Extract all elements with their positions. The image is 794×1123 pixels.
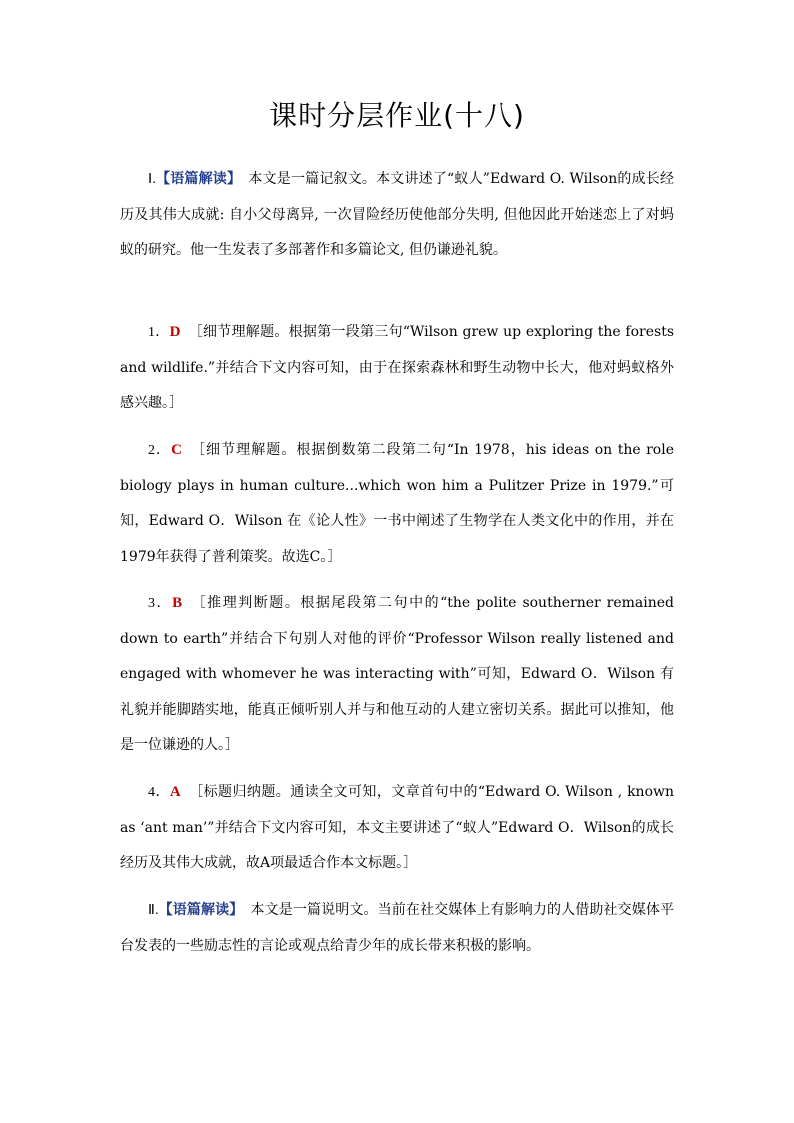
question-number: 1． xyxy=(148,325,170,340)
question-number: 2． xyxy=(148,443,172,458)
answer-explanation: ［推理判断题。根据尾段第二句中的“the polite southerner remained down to earth”并结合下句别人对他的评价“Professor Wilson really listened and engaged with whomever he was interacting with”可知，Edward O．Wilson 有礼貌并能脚踏实地，能真正倾听别人并与和他互动的人建立密切关系。据此可以推知，他是一位谦逊的人。］ xyxy=(120,595,675,753)
reading-summary-tag: 【语篇解读】 xyxy=(155,171,235,187)
answer-letter: C xyxy=(171,442,182,458)
answer-explanation: ［细节理解题。根据第一段第三句“Wilson grew up exploring the forests and wildlife.”并结合下文内容可知，由于在探索森林和野生动物中长大，他对蚂蚁格外感兴趣。］ xyxy=(120,324,675,411)
question-number: 3． xyxy=(148,596,173,611)
answer-letter: D xyxy=(169,324,181,340)
answer-letter: A xyxy=(169,784,181,800)
reading-summary-two xyxy=(120,893,674,964)
reading-summary-text: 本文是一篇记叙文。本文讲述了“蚁人”Edward O. Wilson的成长经历及其伟大成就: 自小父母离异, 一次冒险经历使他部分失明, 但他因此开始迷恋上了对蚂蚁的研究。他一生发表了多部著作和多篇论文, 但仍谦逊礼貌。 xyxy=(120,171,674,258)
reading-summary-text: 本文是一篇说明文。当前在社交媒体上有影响力的人借助社交媒体平台发表的一些励志性的言论或观点给青少年的成长带来积极的影响。 xyxy=(120,902,675,954)
answer-item-3 xyxy=(120,586,674,764)
answer-item-1 xyxy=(120,315,674,422)
answer-item-2 xyxy=(120,433,674,575)
page-title: 课时分层作业(十八) xyxy=(269,99,525,132)
answer-explanation: ［细节理解题。根据倒数第二段第二句“In 1978，his ideas on the role biology plays in human culture...which won him a Pulitzer Prize in 1979.”可知，Edward O．Wilson 在《论人性》一书中阐述了生物学在人类文化中的作用，并在1979年获得了普利策奖。故选C。］ xyxy=(120,442,675,565)
answer-letter: B xyxy=(172,595,183,611)
answer-explanation: ［标题归纳题。通读全文可知，文章首句中的“Edward O. Wilson , known as ‘ant man’”并结合下文内容可知，本文主要讲述了“蚁人”Edward O．Wilson的成长经历及其伟大成就，故A项最适合作本文标题。］ xyxy=(120,784,674,871)
answer-item-4 xyxy=(120,775,674,882)
reading-summary-one xyxy=(120,162,674,269)
question-number: 4． xyxy=(148,785,170,800)
reading-summary-tag: 【语篇解读】 xyxy=(158,902,237,918)
section-numeral: Ⅰ. xyxy=(148,172,156,187)
section-numeral: Ⅱ. xyxy=(148,903,159,918)
